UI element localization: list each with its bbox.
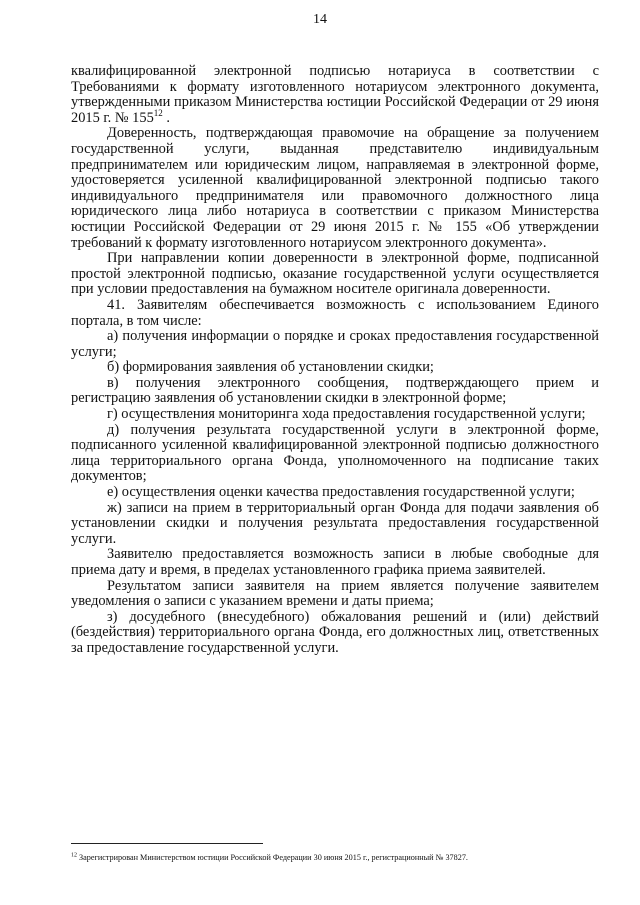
page-number: 14 — [313, 12, 327, 27]
paragraph-power-of-attorney: Доверенность, подтверждающая правомочие на обращение за получением государственной услуги, выданная представителю индивидуальным предпринимателем или юридическим лицом, направляемая в электронной форме, удостоверяется усиленной квалифицированной электронной подписью такого индивидуального предпринимателя или правомочного должностного лица юридического лица либо нотариуса в соответствии с приказом Министерства юстиции Российской Федерации от 29 июня 2015 г. № 155 «Об утверждении требований к формату изготовленного нотариусом электронного документа». — [71, 125, 599, 251]
list-item-b: б) формирования заявления об установлении скидки; — [107, 359, 434, 376]
list-item-g: г) осуществления мониторинга хода предоставления государственной услуги; — [107, 406, 586, 423]
list-item-zh: ж) записи на прием в территориальный орган Фонда для подачи заявления об установлении скидки и получения результата предоставления государственной услуги. — [71, 499, 599, 547]
list-item-z: з) досудебного (внесудебного) обжалования решений и (или) действий (бездействия) территориального органа Фонда, его должностных лиц, ответственных за предоставление государственной услуги. — [71, 608, 599, 656]
list-item-a: а) получения информации о порядке и сроках предоставления государственной услуги; — [71, 328, 599, 360]
footnote-divider — [71, 843, 263, 844]
list-item-v: в) получения электронного сообщения, подтверждающего прием и регистрацию заявления об установлении скидки в электронной форме; — [71, 374, 599, 407]
paragraph-text: квалифицированной электронной подписью нотариуса в соответствии с Требованиями к формату изготовленного нотариусом электронного документа, утвержденными приказом Министерства юстиции Российской Федерации от 29 июня 2015 г. № 155 — [71, 63, 599, 126]
list-item-d: д) получения результата государственной услуги в электронной форме, подписанного усиленной квалифицированной электронной подписью должностного лица территориального органа Фонда, уполномоченного на подписание таких документов; — [71, 421, 599, 485]
paragraph-continuation — [71, 64, 599, 126]
footnote-reference: 12 — [153, 107, 163, 118]
paragraph-appointment-result: Результатом записи заявителя на прием является получение заявителем уведомления о записи с указанием времени и даты приема; — [71, 577, 599, 610]
footnote-marker: 12 — [71, 852, 77, 859]
paragraph-appointment-time: Заявителю предоставляется возможность записи в любые свободные для приема дату и время, в пределах установленного графика приема заявителей. — [71, 546, 599, 578]
document-body — [71, 64, 599, 657]
paragraph-item-41: 41. Заявителям обеспечивается возможность с использованием Единого портала, в том числе: — [71, 296, 599, 329]
list-item-e: е) осуществления оценки качества предоставления государственной услуги; — [107, 484, 575, 501]
footnote-text: Зарегистрирован Министерством юстиции Российской Федерации 30 июня 2015 г., регистрационный № 37827. — [79, 853, 468, 862]
paragraph-copy-of-attorney: При направлении копии доверенности в электронной форме, подписанной простой электронной подписью, оказание государственной услуги осуществляется при условии предоставления на бумажном носителе оригинала доверенности. — [71, 250, 599, 298]
paragraph-tail: . — [166, 109, 170, 126]
footnote — [71, 853, 611, 863]
